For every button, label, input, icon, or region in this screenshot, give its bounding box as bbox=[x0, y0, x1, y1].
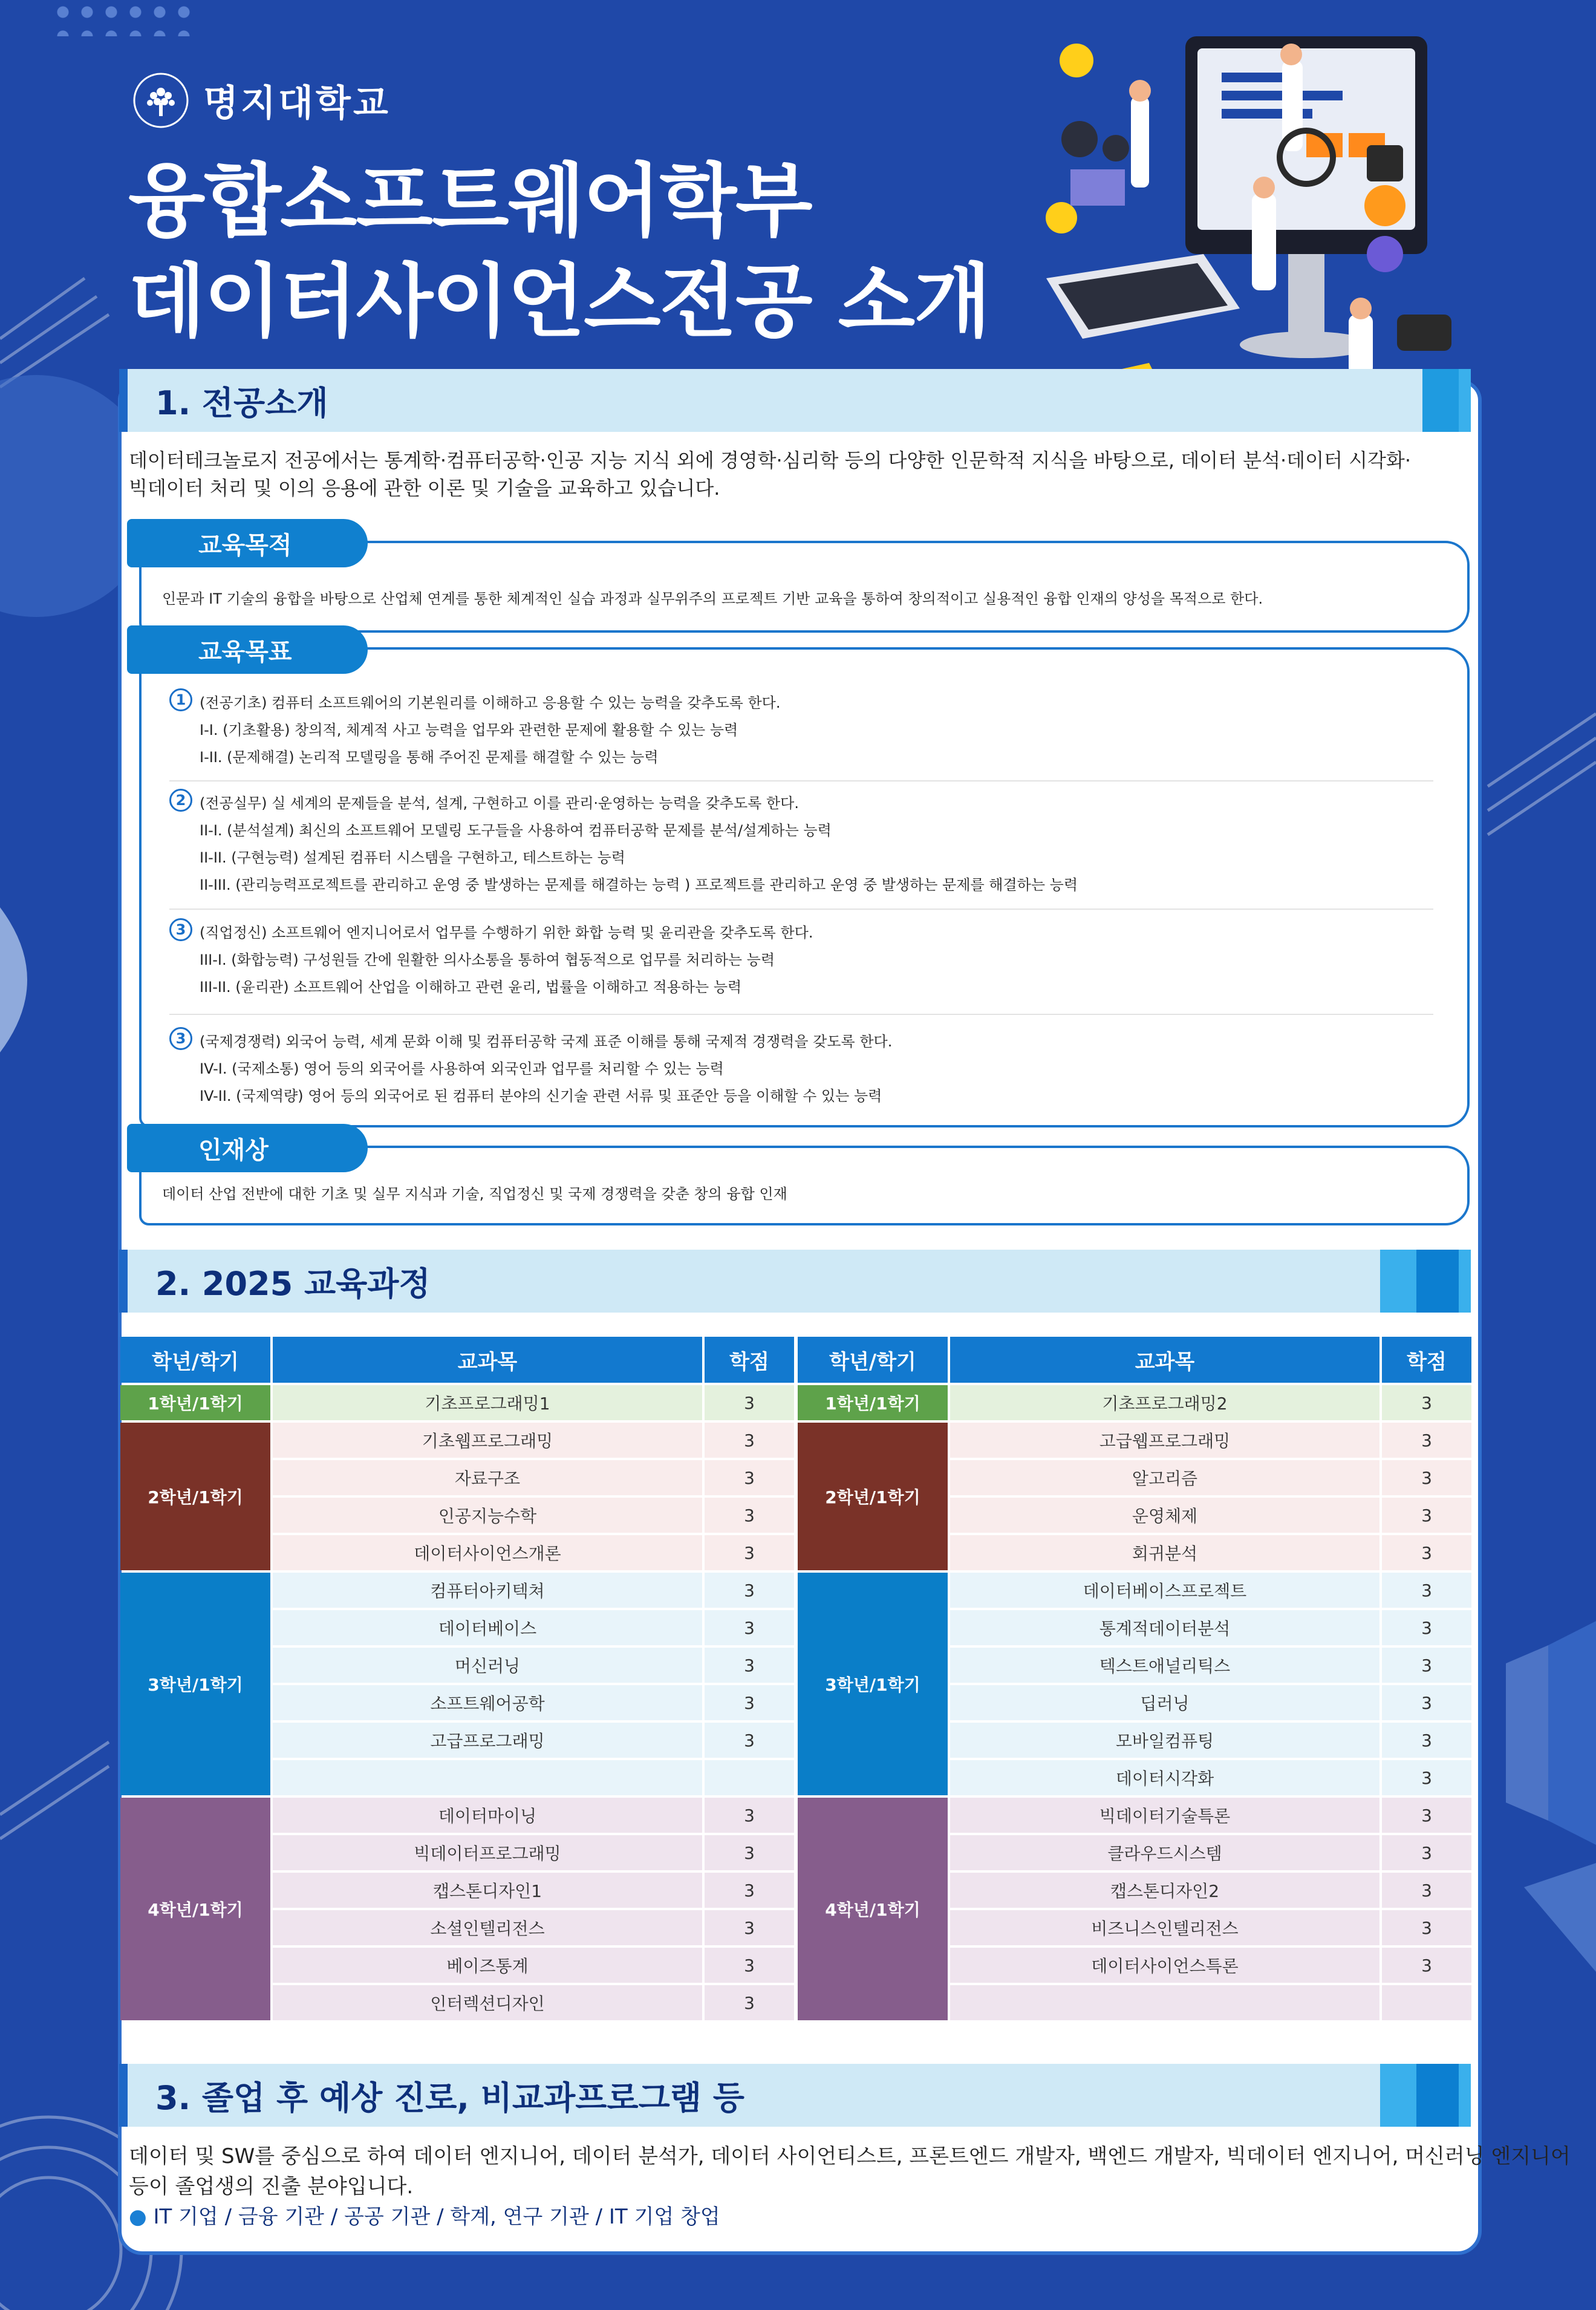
course-credit: 3 bbox=[1382, 1835, 1471, 1870]
course-name: 클라우드시스템 bbox=[950, 1835, 1379, 1870]
table-row bbox=[120, 1798, 794, 1833]
curriculum-table-right bbox=[795, 1334, 1474, 2023]
course-name: 딥러닝 bbox=[950, 1685, 1379, 1720]
table-row bbox=[120, 1423, 794, 1458]
course-credit: 3 bbox=[705, 1685, 794, 1720]
course-credit: 3 bbox=[1382, 1610, 1471, 1645]
course-credit: 3 bbox=[705, 1460, 794, 1495]
section-bar bbox=[119, 2064, 128, 2127]
year-cell: 4학년/1학기 bbox=[120, 1798, 270, 2020]
goal-item-1 bbox=[169, 690, 1433, 771]
header-credit: 학점 bbox=[1382, 1337, 1471, 1383]
section-1-header bbox=[119, 369, 1471, 432]
course-name: 고급프로그래밍 bbox=[273, 1723, 702, 1758]
course-name: 자료구조 bbox=[273, 1460, 702, 1495]
table-row bbox=[120, 1385, 794, 1420]
course-name: 고급웹프로그래밍 bbox=[950, 1423, 1379, 1458]
course-credit: 3 bbox=[705, 1873, 794, 1908]
purpose-text: 인문과 IT 기술의 융합을 바탕으로 산업체 연계를 통한 체계적인 실습 과정과 실무위주의 프로젝트 기반 교육을 통하여 창의적이고 실용적인 융합 인재의 양성을 목적으로 한다. bbox=[162, 590, 1263, 607]
course-name: 텍스트애널리틱스 bbox=[950, 1648, 1379, 1683]
course-credit: 3 bbox=[705, 1610, 794, 1645]
goal-line: I-I. (기초활용) 창의적, 체계적 사고 능력을 업무와 관련한 문제에 활용할 수 있는 능력 bbox=[200, 722, 738, 739]
course-name: 기초웹프로그래밍 bbox=[273, 1423, 702, 1458]
course-credit bbox=[1382, 1985, 1471, 2020]
year-cell: 2학년/1학기 bbox=[798, 1423, 948, 1570]
course-credit: 3 bbox=[705, 1798, 794, 1833]
course-name: 데이터시각화 bbox=[950, 1760, 1379, 1795]
talent-tag: 인재상 bbox=[127, 1124, 368, 1172]
section-bar bbox=[119, 1250, 128, 1313]
section-2-title: 2. 2025 교육과정 bbox=[155, 1264, 431, 1303]
goal-line: (전공실무) 실 세계의 문제들을 분석, 설계, 구현하고 이를 관리·운영하는 능력을 갖추도록 한다. bbox=[200, 795, 799, 812]
course-credit: 3 bbox=[1382, 1385, 1471, 1420]
course-name: 캡스톤디자인2 bbox=[950, 1873, 1379, 1908]
course-credit: 3 bbox=[705, 1573, 794, 1608]
goal-line: I-II. (문제해결) 논리적 모델링을 통해 주어진 문제를 해결할 수 있는 능력 bbox=[200, 749, 659, 766]
header-course: 교과목 bbox=[273, 1337, 702, 1383]
hero-illustration bbox=[1022, 24, 1482, 405]
curriculum-table-left bbox=[118, 1334, 796, 2023]
course-credit: 3 bbox=[1382, 1760, 1471, 1795]
divider bbox=[169, 1014, 1433, 1015]
course-credit bbox=[705, 1760, 794, 1795]
goal-line: III-I. (화합능력) 구성원들 간에 원활한 의사소통을 통하여 협동적으로 업무를 처리하는 능력 bbox=[200, 951, 775, 968]
course-name: 회귀분석 bbox=[950, 1535, 1379, 1570]
course-name: 데이터사이언스개론 bbox=[273, 1535, 702, 1570]
table-row bbox=[798, 1385, 1471, 1420]
career-line-2: 등이 졸업생의 진출 분야입니다. bbox=[129, 2175, 414, 2199]
course-credit: 3 bbox=[705, 1498, 794, 1533]
course-credit: 3 bbox=[1382, 1573, 1471, 1608]
table-row bbox=[798, 1798, 1471, 1833]
purpose-tag: 교육목적 bbox=[127, 519, 368, 567]
course-credit: 3 bbox=[1382, 1498, 1471, 1533]
year-cell: 3학년/1학기 bbox=[120, 1573, 270, 1795]
goal-number: 1 bbox=[169, 688, 192, 711]
course-name: 알고리즘 bbox=[950, 1460, 1379, 1495]
logo-text: 명지대학교 bbox=[203, 82, 391, 125]
intro-line-2: 빅데이터 처리 및 이의 응용에 관한 이론 및 기술을 교육하고 있습니다. bbox=[129, 477, 720, 500]
course-name: 모바일컴퓨팅 bbox=[950, 1723, 1379, 1758]
goal-item-3 bbox=[169, 919, 1433, 1001]
career-line-1: 데이터 및 SW를 중심으로 하여 데이터 엔지니어, 데이터 분석가, 데이터 사이언티스트, 프론트엔드 개발자, 백엔드 개발자, 빅데이터 엔지니어, 머신러닝 엔지니어 bbox=[129, 2144, 1571, 2168]
course-credit: 3 bbox=[1382, 1648, 1471, 1683]
course-name: 컴퓨터아키텍쳐 bbox=[273, 1573, 702, 1608]
course-name: 인터렉션디자인 bbox=[273, 1985, 702, 2020]
header-year: 학년/학기 bbox=[120, 1337, 270, 1383]
course-name: 데이터베이스프로젝트 bbox=[950, 1573, 1379, 1608]
course-credit: 3 bbox=[705, 1835, 794, 1870]
goal-line: II-III. (관리능력프로젝트를 관리하고 운영 중 발생하는 문제를 해결하는 능력 ) 프로젝트를 관리하고 운영 중 발생하는 문제를 해결하는 능력 bbox=[200, 876, 1078, 893]
career-bullet-text: IT 기업 / 금융 기관 / 공공 기관 / 학계, 연구 기관 / IT 기업 창업 bbox=[153, 2205, 720, 2229]
career-bullet bbox=[129, 2202, 1571, 2232]
course-credit: 3 bbox=[705, 1910, 794, 1945]
course-credit: 3 bbox=[705, 1985, 794, 2020]
goals-tag: 교육목표 bbox=[127, 625, 368, 674]
course-name: 소프트웨어공학 bbox=[273, 1685, 702, 1720]
course-name: 운영체제 bbox=[950, 1498, 1379, 1533]
course-name: 빅데이터프로그래밍 bbox=[273, 1835, 702, 1870]
title-line-2: 데이터사이언스전공 소개 bbox=[128, 255, 990, 348]
university-logo[interactable] bbox=[132, 71, 391, 129]
year-cell: 1학년/1학기 bbox=[120, 1385, 270, 1420]
section-3-title: 3. 졸업 후 예상 진로, 비교과프로그램 등 bbox=[155, 2078, 744, 2117]
goal-number: 2 bbox=[169, 789, 192, 812]
course-name: 캡스톤디자인1 bbox=[273, 1873, 702, 1908]
goal-item-4 bbox=[169, 1028, 1433, 1110]
course-credit: 3 bbox=[1382, 1798, 1471, 1833]
course-name: 기초프로그래밍1 bbox=[273, 1385, 702, 1420]
course-name bbox=[950, 1985, 1379, 2020]
goal-line: II-II. (구현능력) 설계된 컴퓨터 시스템을 구현하고, 테스트하는 능력 bbox=[200, 849, 625, 866]
course-name: 베이즈통계 bbox=[273, 1948, 702, 1983]
course-credit: 3 bbox=[1382, 1873, 1471, 1908]
course-name: 빅데이터기술특론 bbox=[950, 1798, 1379, 1833]
goal-number: 3 bbox=[169, 918, 192, 941]
goal-line: II-I. (분석설계) 최신의 소프트웨어 모델링 도구들을 사용하여 컴퓨터공학 문제를 분석/설계하는 능력 bbox=[200, 822, 832, 839]
course-name: 소셜인텔리전스 bbox=[273, 1910, 702, 1945]
goal-line: (국제경쟁력) 외국어 능력, 세계 문화 이해 및 컴퓨터공학 국제 표준 이해를 통해 국제적 경쟁력을 갖도록 한다. bbox=[200, 1033, 893, 1050]
goal-line: (전공기초) 컴퓨터 소프트웨어의 기본원리를 이해하고 응용할 수 있는 능력을 갖추도록 한다. bbox=[200, 694, 781, 711]
course-credit: 3 bbox=[705, 1535, 794, 1570]
section-accent-blocks bbox=[1380, 369, 1471, 432]
major-intro bbox=[129, 446, 1411, 502]
course-credit: 3 bbox=[1382, 1723, 1471, 1758]
course-credit: 3 bbox=[1382, 1535, 1471, 1570]
header-year: 학년/학기 bbox=[798, 1337, 948, 1383]
goal-number: 3 bbox=[169, 1027, 192, 1050]
course-credit: 3 bbox=[705, 1948, 794, 1983]
table-row bbox=[798, 1573, 1471, 1608]
course-name: 인공지능수학 bbox=[273, 1498, 702, 1533]
course-credit: 3 bbox=[1382, 1685, 1471, 1720]
section-accent-blocks bbox=[1380, 2064, 1471, 2127]
section-1-title: 1. 전공소개 bbox=[155, 383, 328, 422]
section-bar bbox=[119, 369, 128, 432]
table-row bbox=[798, 1423, 1471, 1458]
goal-item-2 bbox=[169, 790, 1433, 899]
career-text bbox=[129, 2141, 1571, 2232]
goal-line: IV-II. (국제역량) 영어 등의 외국어로 된 컴퓨터 분야의 신기술 관련 서류 및 표준안 등을 이해할 수 있는 능력 bbox=[200, 1088, 882, 1104]
course-name: 데이터사이언스특론 bbox=[950, 1948, 1379, 1983]
course-credit: 3 bbox=[705, 1423, 794, 1458]
year-cell: 2학년/1학기 bbox=[120, 1423, 270, 1570]
header-course: 교과목 bbox=[950, 1337, 1379, 1383]
talent-text: 데이터 산업 전반에 대한 기초 및 실무 지식과 기술, 직업정신 및 국제 경쟁력을 갖춘 창의 융합 인재 bbox=[162, 1186, 787, 1202]
course-credit: 3 bbox=[705, 1385, 794, 1420]
course-credit: 3 bbox=[1382, 1460, 1471, 1495]
divider bbox=[169, 780, 1433, 781]
table-row bbox=[120, 1573, 794, 1608]
goal-line: III-II. (윤리관) 소프트웨어 산업을 이해하고 관련 윤리, 법률을 이해하고 적용하는 능력 bbox=[200, 979, 742, 996]
course-name: 데이터베이스 bbox=[273, 1610, 702, 1645]
divider bbox=[169, 909, 1433, 910]
course-name bbox=[273, 1760, 702, 1795]
header-credit: 학점 bbox=[705, 1337, 794, 1383]
course-credit: 3 bbox=[1382, 1423, 1471, 1458]
course-credit: 3 bbox=[705, 1648, 794, 1683]
course-name: 기초프로그래밍2 bbox=[950, 1385, 1379, 1420]
course-name: 머신러닝 bbox=[273, 1648, 702, 1683]
goal-line: IV-I. (국제소통) 영어 등의 외국어를 사용하여 외국인과 업무를 처리할 수 있는 능력 bbox=[200, 1060, 724, 1077]
course-credit: 3 bbox=[1382, 1910, 1471, 1945]
course-name: 비즈니스인텔리전스 bbox=[950, 1910, 1379, 1945]
bullet-dot-icon: ● bbox=[129, 2205, 154, 2229]
section-3-header bbox=[119, 2064, 1471, 2127]
university-emblem-icon bbox=[132, 71, 190, 129]
year-cell: 3학년/1학기 bbox=[798, 1573, 948, 1795]
intro-line-1: 데이터테크놀로지 전공에서는 통계학·컴퓨터공학·인공 지능 지식 외에 경영학·심리학 등의 다양한 인문학적 지식을 바탕으로, 데이터 분석·데이터 시각화· bbox=[129, 449, 1411, 472]
course-name: 통계적데이터분석 bbox=[950, 1610, 1379, 1645]
year-cell: 4학년/1학기 bbox=[798, 1798, 948, 2020]
title-line-1: 융합소프트웨어학부 bbox=[128, 155, 812, 248]
goal-line: (직업정신) 소프트웨어 엔지니어로서 업무를 수행하기 위한 화합 능력 및 윤리관을 갖추도록 한다. bbox=[200, 924, 813, 941]
course-credit: 3 bbox=[705, 1723, 794, 1758]
year-cell: 1학년/1학기 bbox=[798, 1385, 948, 1420]
page-title bbox=[128, 151, 990, 352]
course-name: 데이터마이닝 bbox=[273, 1798, 702, 1833]
course-credit: 3 bbox=[1382, 1948, 1471, 1983]
section-2-header bbox=[119, 1250, 1471, 1313]
section-accent-blocks bbox=[1380, 1250, 1471, 1313]
